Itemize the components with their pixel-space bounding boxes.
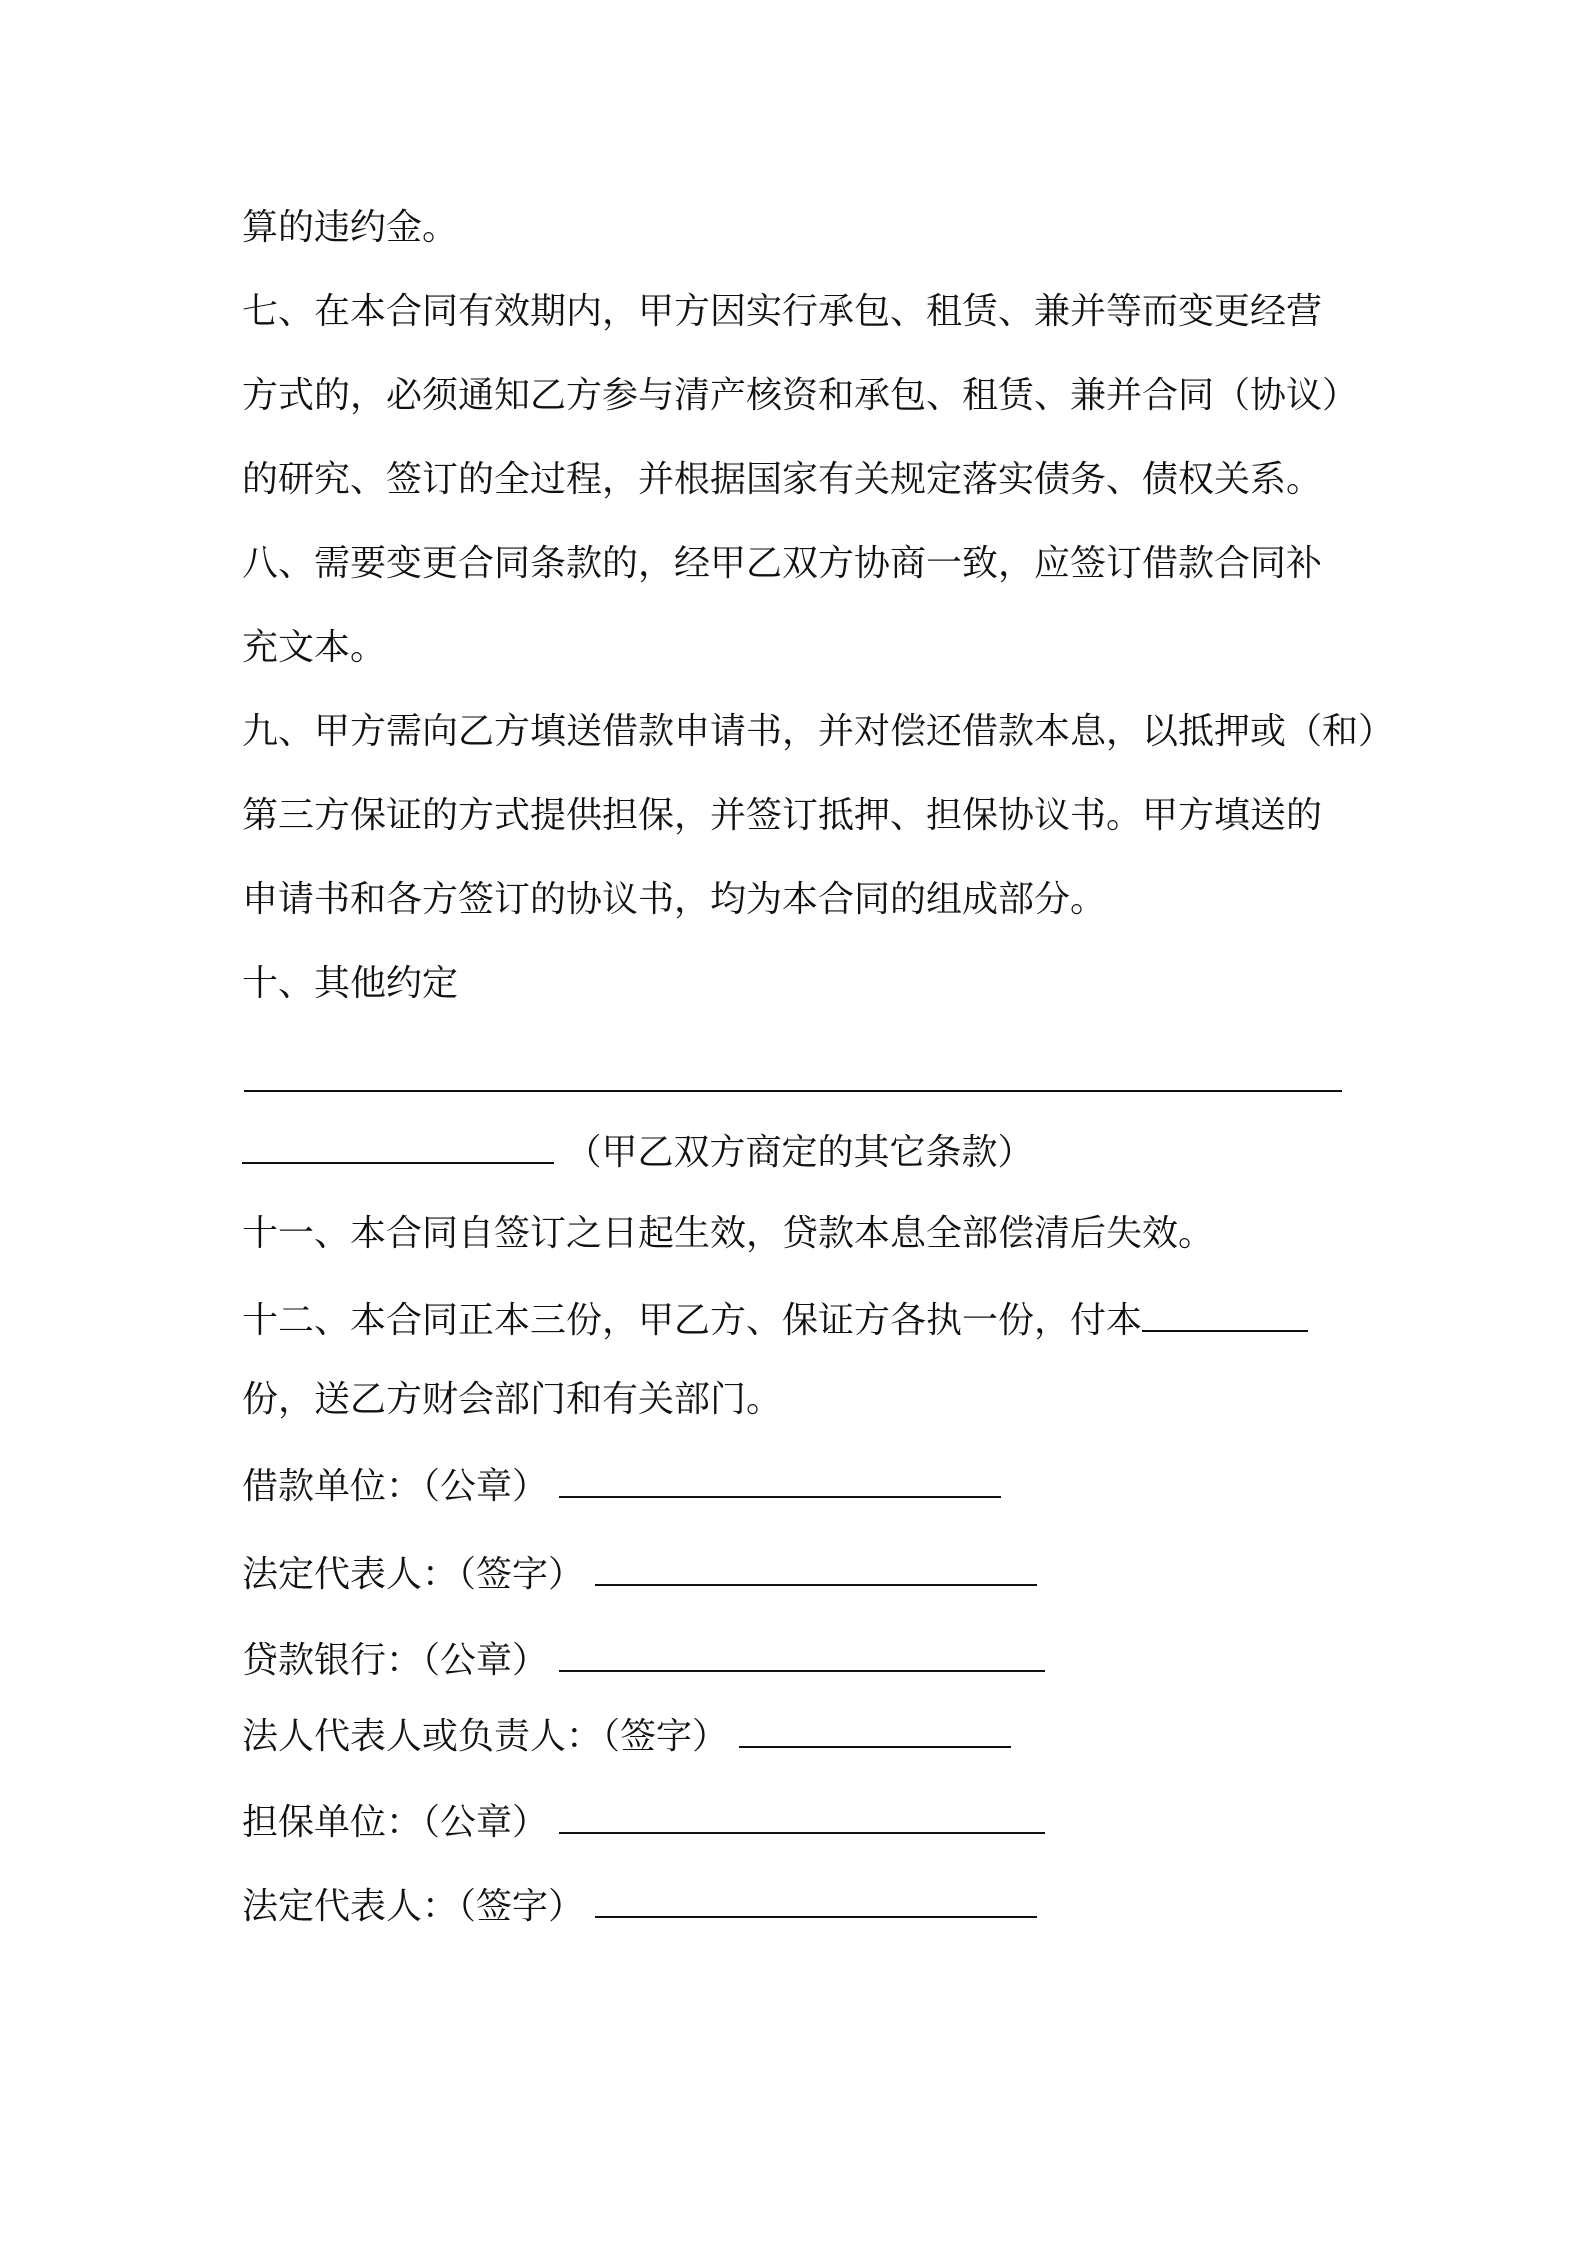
signature-label-legal-rep-2: 法定代表人：（签字）: [242, 1886, 585, 1927]
clause-7-line-2: 方式的，必须通知乙方参与清产核资和承包、租赁、兼并合同（协议）: [242, 375, 1359, 416]
copies-count-blank[interactable]: [1142, 1294, 1308, 1332]
signature-blank-legal-rep-2[interactable]: [595, 1880, 1037, 1918]
signature-label-guarantor: 担保单位：（公章）: [242, 1802, 549, 1843]
clause-10-heading: 十、其他约定: [242, 963, 459, 1004]
other-terms-note: （甲乙双方商定的其它条款）: [565, 1132, 1034, 1173]
text-line-1: 算的违约金。: [242, 207, 459, 248]
clause-12-line-1: [242, 1294, 1308, 1345]
signature-label-bank-rep: 法人代表人或负责人：（签字）: [242, 1716, 729, 1757]
signature-row-bank-rep: [242, 1710, 1011, 1761]
signature-label-legal-rep-1: 法定代表人：（签字）: [242, 1554, 585, 1595]
signature-row-bank: [242, 1634, 1045, 1685]
clause-9-line-2: 第三方保证的方式提供担保，并签订抵押、担保协议书。甲方填送的: [242, 795, 1323, 836]
signature-blank-bank[interactable]: [559, 1634, 1045, 1672]
signature-row-guarantor: [242, 1796, 1045, 1847]
signature-row-legal-rep-2: [242, 1880, 1037, 1931]
other-terms-blank-short[interactable]: [242, 1126, 554, 1164]
signature-blank-borrower[interactable]: [559, 1460, 1001, 1498]
other-terms-row: [242, 1126, 1033, 1177]
signature-blank-bank-rep[interactable]: [739, 1710, 1011, 1748]
signature-label-borrower: 借款单位：（公章）: [242, 1466, 549, 1507]
signature-row-borrower: [242, 1460, 1001, 1511]
other-terms-blank-line[interactable]: [244, 1090, 1342, 1092]
clause-12-line-2: 份，送乙方财会部门和有关部门。: [242, 1379, 783, 1420]
signature-blank-legal-rep-1[interactable]: [595, 1548, 1037, 1586]
signature-blank-guarantor[interactable]: [559, 1796, 1045, 1834]
clause-7-line-3: 的研究、签订的全过程，并根据国家有关规定落实债务、债权关系。: [242, 459, 1323, 500]
clause-7-line-1: 七、在本合同有效期内，甲方因实行承包、租赁、兼并等而变更经营: [242, 291, 1323, 332]
clause-9-line-1: 九、甲方需向乙方填送借款申请书，并对偿还借款本息，以抵押或（和）: [242, 711, 1395, 752]
signature-label-bank: 贷款银行：（公章）: [242, 1640, 549, 1681]
clause-9-line-3: 申请书和各方签订的协议书，均为本合同的组成部分。: [242, 879, 1107, 920]
clause-11: 十一、本合同自签订之日起生效，贷款本息全部偿清后失效。: [242, 1213, 1215, 1254]
clause-8-line-1: 八、需要变更合同条款的，经甲乙双方协商一致，应签订借款合同补: [242, 543, 1323, 584]
signature-row-legal-rep-1: [242, 1548, 1037, 1599]
clause-8-line-2: 充文本。: [242, 627, 387, 668]
clause-12-text: 十二、本合同正本三份，甲乙方、保证方各执一份，付本: [242, 1300, 1143, 1341]
